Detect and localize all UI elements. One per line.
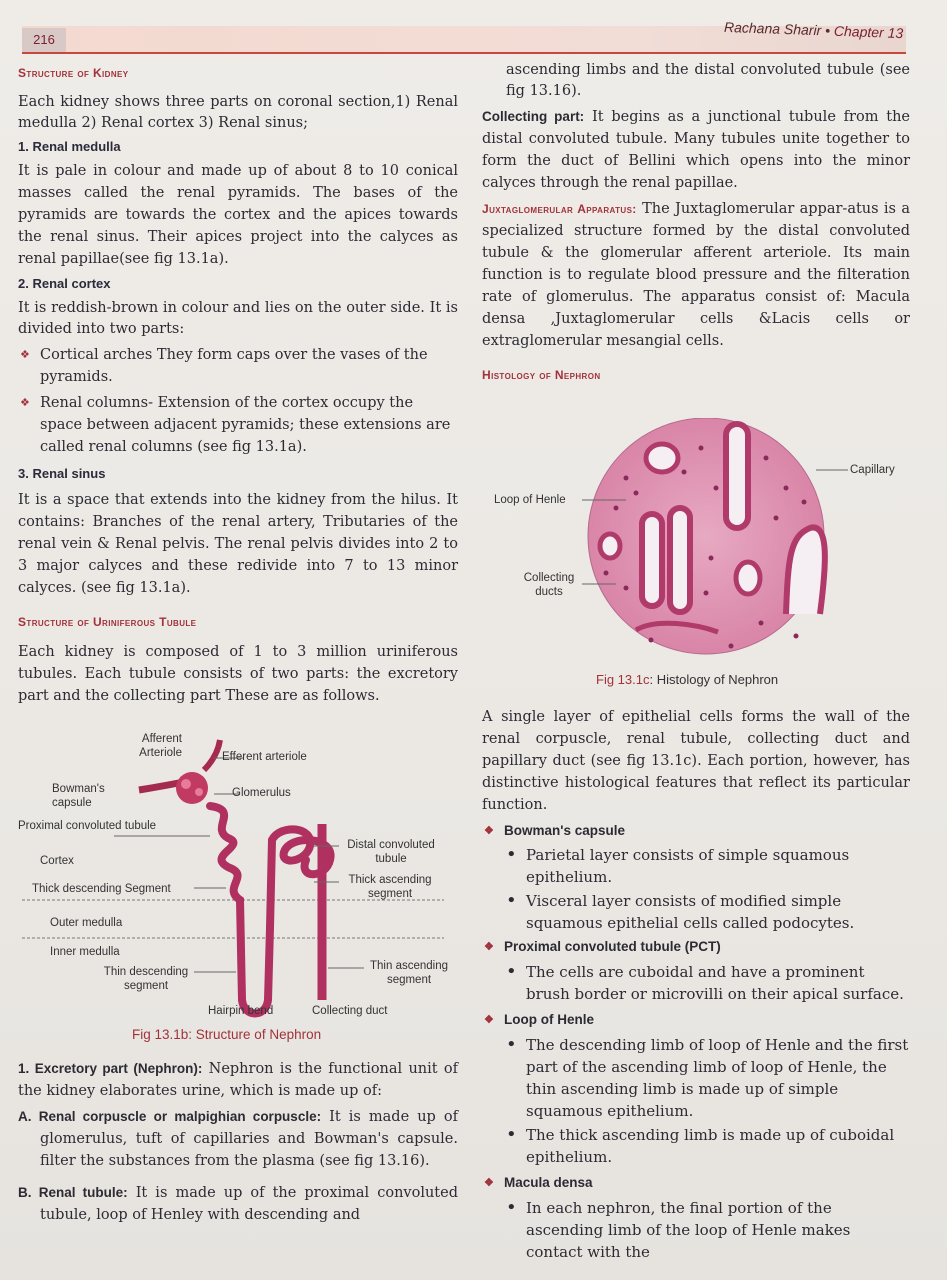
para-jga — [482, 198, 910, 352]
running-header: Rachana Sharir • Chapter 13 — [723, 18, 904, 42]
label-loop-of-henle: Loop of Henle — [494, 494, 566, 506]
jga-label: Juxtaglomerular Apparatus: — [482, 202, 637, 216]
label-thin-descending: Thin descending segment — [103, 966, 189, 992]
heading-renal-medulla: 1. Renal medulla — [18, 139, 121, 154]
kidney-intro: Each kidney shows three parts on coronal section,1) Renal medulla 2) Renal cortex 3) Renal sinus; — [18, 94, 458, 131]
collecting-text: It begins as a junctional tubule from the distal convoluted tubule. Many tubules unite together to form the duct of Bellini which opens into the minor calyces through the renal papillae. — [482, 109, 910, 191]
para-continued: ascending limbs and the distal convoluted tubule (see fig 13.16). — [506, 62, 910, 99]
para-medulla: It is pale in colour and made up of about 8 to 10 conical masses called the renal pyramids. The bases of the pyramids are towards the cortex and the apices towards the renal sinus. Their apices project into the calyces as renal papillae(see fig 13.1a). — [18, 163, 458, 267]
right-column-bottom — [482, 706, 910, 1263]
label-efferent-arteriole: Efferent arteriole — [222, 751, 307, 763]
excretory-label: 1. Excretory part (Nephron): — [18, 1061, 203, 1076]
corpuscle-label: A. Renal corpuscle or malpighian corpuscle: — [18, 1109, 322, 1124]
heading-bowmans-capsule: ❖ Bowman's capsule — [482, 820, 910, 842]
heading-loop-of-henle: ❖ Loop of Henle — [482, 1009, 910, 1031]
bullet-renal-columns: ❖ Renal columns- Extension of the cortex occupy the space between adjacent pyramids; these extensions are called renal columns (see fig 13.1a). — [18, 392, 458, 458]
corpuscle-text: It is made up of glomerulus, tuft of capillaries and Bowman's capsule. filter the substances from the plasma (see fig 13.16). — [40, 1109, 458, 1169]
para-tubule: Each kidney is composed of 1 to 3 million uriniferous tubules. Each tubule consists of two parts: the excretory part and the collecting part These are as follows. — [18, 644, 458, 704]
heading-pct: ❖ Proximal convoluted tubule (PCT) — [482, 936, 910, 958]
pct-cells: • The cells are cuboidal and have a prominent brush border or microvilli on their apical surface. — [504, 961, 910, 1005]
label-collecting-ducts: Collecting ducts — [523, 572, 575, 598]
section-title-tubule: Structure of Uriniferous Tubule — [18, 615, 197, 629]
label-capillary: Capillary — [850, 464, 895, 476]
bullet-cortical-arches: ❖ Cortical arches They form caps over the vases of the pyramids. — [18, 344, 458, 388]
tubule-label: B. Renal tubule: — [18, 1185, 128, 1200]
caption-fig-13-1c — [596, 672, 778, 687]
label-afferent-arteriole: Afferent Arteriole — [139, 733, 182, 759]
para-collecting-part — [482, 106, 910, 194]
heading-renal-cortex: 2. Renal cortex — [18, 276, 111, 291]
label-thick-ascending: Thick ascending segment — [348, 874, 432, 900]
label-collecting-duct: Collecting duct — [312, 1005, 388, 1017]
label-pct: Proximal convoluted tubule — [18, 820, 157, 832]
para-renal-corpuscle — [18, 1106, 458, 1172]
heading-macula-densa: ❖ Macula densa — [482, 1172, 910, 1194]
histology-micrograph — [486, 418, 926, 668]
label-outer-medulla: Outer medulla — [50, 917, 123, 929]
para-sinus: It is a space that extends into the kidney from the hilus. It contains: Branches of the renal artery, Tributaries of the renal vein & Renal pelvis. The renal pelvis divides into 2 to 3 major calyces and these redivide into 7 to 13 minor calyces. (see fig 13.1a). — [18, 492, 458, 596]
collecting-label: Collecting part: — [482, 109, 585, 124]
label-thin-ascending: Thin ascending segment — [370, 960, 448, 986]
left-column-bottom — [18, 1058, 458, 1226]
label-bowmans-capsule: Bowman's capsule — [52, 783, 105, 809]
caption-fig-13-1c-num: Fig 13.1c — [596, 672, 650, 687]
figure-nephron-structure — [14, 728, 464, 1048]
tubule-text: It is made up of the proximal convoluted tubule, loop of Henley with descending and — [40, 1185, 458, 1223]
excretory-text: Nephron is the functional unit of the kidney elaborates urine, which is made up of: — [18, 1061, 458, 1099]
page-number: 216 — [22, 28, 66, 52]
para-cortex: It is reddish-brown in colour and lies on the outer side. It is divided into two parts: — [18, 300, 458, 337]
loop-descending: • The descending limb of loop of Henle and the first part of the ascending limb of loop of Henle, the thin ascending limb is made up of simple squamous epithelium. — [504, 1034, 910, 1122]
figure-histology — [486, 418, 926, 698]
section-title-histology: Histology of Nephron — [482, 368, 601, 382]
para-excretory — [18, 1058, 458, 1102]
label-cortex: Cortex — [40, 855, 74, 867]
running-title: Rachana Sharir — [723, 18, 822, 39]
label-thick-descending: Thick descending Segment — [32, 883, 171, 895]
bowman-parietal: • Parietal layer consists of simple squamous epithelium. — [504, 844, 910, 888]
label-inner-medulla: Inner medulla — [50, 946, 120, 958]
caption-fig-13-1b: Fig 13.1b: Structure of Nephron — [132, 1027, 322, 1042]
para-renal-tubule — [18, 1182, 458, 1226]
label-glomerulus: Glomerulus — [232, 787, 291, 799]
section-title-kidney: Structure of Kidney — [18, 66, 129, 80]
running-chapter: Chapter 13 — [833, 22, 904, 42]
para-single-layer: A single layer of epithelial cells forms the wall of the renal corpuscle, renal tubule, collecting duct and papillary duct (see fig 13.1c). Each portion, however, has distinctive histological features that reflect its particular function. — [482, 709, 910, 813]
macula-final-portion: • In each nephron, the final portion of the ascending limb of the loop of Henle makes contact with the — [504, 1197, 910, 1263]
bowman-visceral: • Visceral layer consists of modified simple squamous epithelial cells called podocytes. — [504, 890, 910, 934]
right-column — [482, 60, 910, 382]
left-column — [18, 66, 458, 707]
caption-fig-13-1c-text: : Histology of Nephron — [649, 672, 779, 687]
jga-text: The Juxtaglomerular appar-atus is a specialized structure formed by the distal convoluted tubule & the glomerular afferent arteriole. Its main function is to regulate blood pressure and the filteration rate of glomerulus. The apparatus consist of: Macula densa ,Juxtaglomerular cells &Lacis cells or extraglomerular mesangial cells. — [482, 201, 911, 349]
label-dct: Distal convoluted tubule — [347, 839, 435, 865]
loop-thick-ascending: • The thick ascending limb is made up of cuboidal epithelium. — [504, 1124, 910, 1168]
heading-renal-sinus: 3. Renal sinus — [18, 466, 106, 481]
label-hairpin-bend: Hairpin bend — [208, 1005, 274, 1017]
